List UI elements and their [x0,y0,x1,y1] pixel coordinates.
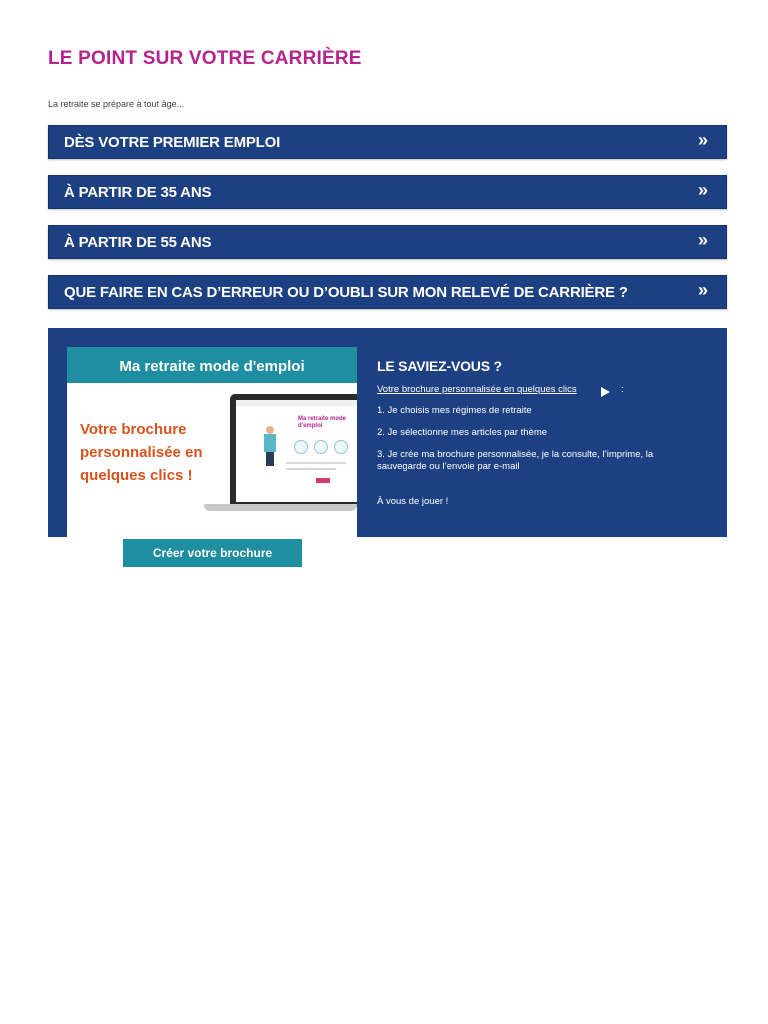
brochure-promo-image[interactable] [67,347,357,569]
create-brochure-button[interactable]: Créer votre brochure [123,539,302,567]
person-illustration-legs [266,452,274,466]
laptop-base [204,504,357,511]
accordion-premier-emploi[interactable] [48,125,727,159]
step-2: 2. Je sélectionne mes articles par thème [377,427,548,438]
link-colon: : [621,384,624,395]
double-chevron-right-icon: » [697,130,708,150]
screen-title: Ma retraite mode d'emploi [298,416,347,429]
person-illustration [266,426,274,434]
person-illustration-body [264,434,276,452]
laptop-illustration [230,394,357,506]
brochure-link[interactable]: Votre brochure personnalisée en quelques clics [377,384,577,395]
screen-text-line [286,462,346,464]
accordion-label: QUE FAIRE EN CAS D’ERREUR OU D’OUBLI SUR MON RELEVÉ DE CARRIÈRE ? [64,284,628,301]
intro-text: La retraite se prépare à tout âge... [48,99,185,109]
laptop-screen-content [236,400,357,502]
play-icon[interactable] [601,387,610,397]
screen-topbar [236,400,357,406]
accordion-erreur-oubli[interactable] [48,275,727,309]
saviez-vous-title: LE SAVIEZ-VOUS ? [377,358,502,374]
double-chevron-right-icon: » [697,280,708,300]
screen-circle-icon [294,440,308,454]
screen-circle-icon [334,440,348,454]
page-title: LE POINT SUR VOTRE CARRIÈRE [48,48,362,69]
double-chevron-right-icon: » [697,230,708,250]
accordion-label: À PARTIR DE 55 ANS [64,234,212,251]
promo-header: Ma retraite mode d'emploi [67,347,357,383]
screen-circle-icon [314,440,328,454]
screen-button [316,478,330,483]
step-1: 1. Je choisis mes régimes de retraite [377,405,532,416]
accordion-label: À PARTIR DE 35 ANS [64,184,212,201]
promo-text: Votre brochure personnalisée en quelques clics ! [80,421,203,484]
accordion-55-ans[interactable] [48,225,727,259]
closing-text: À vous de jouer ! [377,496,449,507]
double-chevron-right-icon: » [697,180,708,200]
accordion-35-ans[interactable] [48,175,727,209]
screen-text-line [286,468,336,470]
step-3: 3. Je crée ma brochure personnalisée, je la consulte, l’imprime, la sauvegarde ou l’envoie par e-mail [377,449,654,472]
accordion-label: DÈS VOTRE PREMIER EMPLOI [64,134,281,151]
